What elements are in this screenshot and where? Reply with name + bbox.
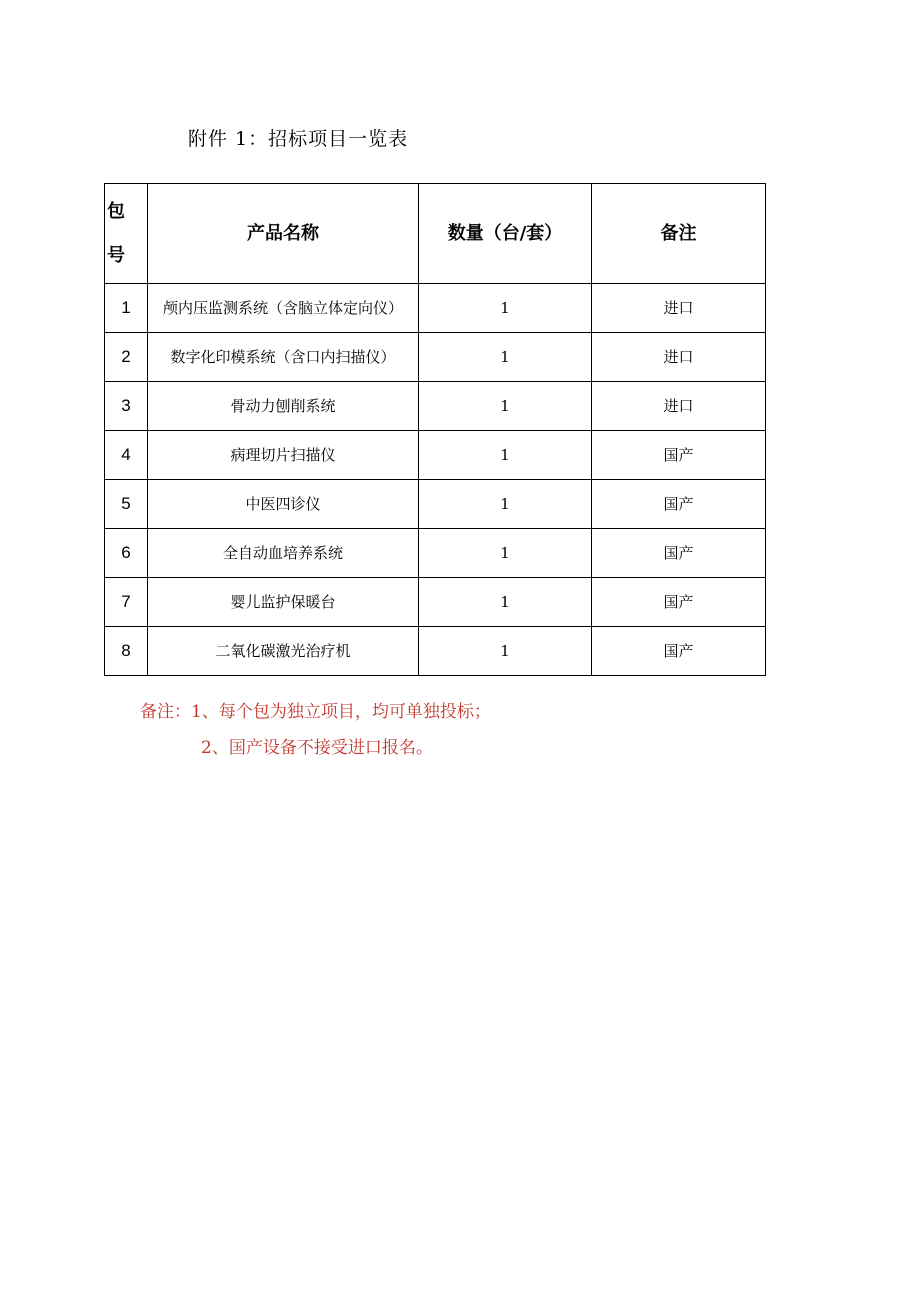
cell-quantity: 1 — [419, 529, 592, 578]
cell-quantity: 1 — [419, 627, 592, 676]
cell-remark: 国产 — [592, 480, 766, 529]
cell-product-name: 数字化印模系统（含口内扫描仪） — [148, 333, 419, 382]
cell-quantity: 1 — [419, 284, 592, 333]
cell-product-name: 婴儿监护保暖台 — [148, 578, 419, 627]
cell-package-number: 8 — [105, 627, 148, 676]
cell-remark: 国产 — [592, 627, 766, 676]
cell-product-name: 病理切片扫描仪 — [148, 431, 419, 480]
cell-package-number: 6 — [105, 529, 148, 578]
header-quantity: 数量（台/套） — [419, 184, 592, 284]
cell-remark: 国产 — [592, 578, 766, 627]
cell-quantity: 1 — [419, 480, 592, 529]
cell-remark: 国产 — [592, 529, 766, 578]
cell-product-name: 颅内压监测系统（含脑立体定向仪） — [148, 284, 419, 333]
header-package-char-1: 包 — [107, 200, 125, 222]
cell-quantity: 1 — [419, 578, 592, 627]
table-row — [105, 627, 766, 676]
cell-package-number: 5 — [105, 480, 148, 529]
cell-package-number: 7 — [105, 578, 148, 627]
cell-product-name: 二氧化碳激光治疗机 — [148, 627, 419, 676]
header-package-char-2: 号 — [107, 244, 125, 266]
cell-product-name: 全自动血培养系统 — [148, 529, 419, 578]
header-product-name: 产品名称 — [148, 184, 419, 284]
table-row — [105, 333, 766, 382]
header-remark: 备注 — [592, 184, 766, 284]
table-row — [105, 382, 766, 431]
table-row — [105, 578, 766, 627]
cell-remark: 国产 — [592, 431, 766, 480]
cell-product-name: 中医四诊仪 — [148, 480, 419, 529]
table-row — [105, 480, 766, 529]
table-row — [105, 284, 766, 333]
table-row — [105, 431, 766, 480]
cell-quantity: 1 — [419, 333, 592, 382]
cell-quantity: 1 — [419, 431, 592, 480]
cell-remark: 进口 — [592, 382, 766, 431]
table-header-row — [105, 184, 766, 284]
note-line-2: 2、国产设备不接受进口报名。 — [201, 738, 433, 758]
document-title: 附件 1：招标项目一览表 — [188, 128, 409, 150]
cell-quantity: 1 — [419, 382, 592, 431]
header-package — [105, 184, 148, 284]
notes-block — [140, 694, 491, 766]
cell-package-number: 2 — [105, 333, 148, 382]
cell-package-number: 3 — [105, 382, 148, 431]
cell-remark: 进口 — [592, 284, 766, 333]
table-row — [105, 529, 766, 578]
note-line-1: 备注：1、每个包为独立项目，均可单独投标； — [140, 702, 491, 722]
cell-package-number: 1 — [105, 284, 148, 333]
cell-product-name: 骨动力刨削系统 — [148, 382, 419, 431]
cell-remark: 进口 — [592, 333, 766, 382]
cell-package-number: 4 — [105, 431, 148, 480]
tender-items-table — [104, 183, 766, 676]
